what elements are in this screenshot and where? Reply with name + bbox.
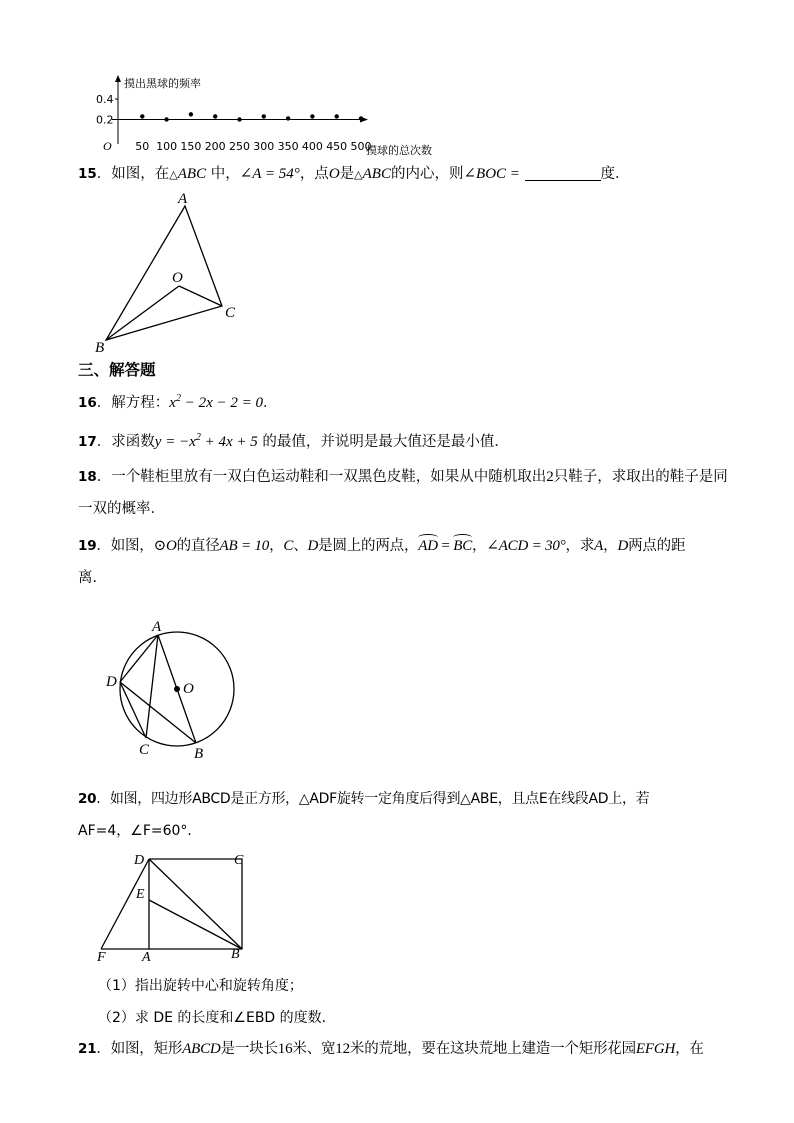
frequency-chart (90, 74, 450, 158)
label-o: O (183, 681, 194, 697)
label-d: D (106, 674, 117, 690)
y-tick-label: 0.4 (96, 93, 114, 106)
question-16: 16．解方程：$x^2 - 2x - 2 = 0$． (78, 393, 278, 411)
square-figure (92, 848, 252, 964)
label-b: B (194, 746, 204, 762)
question-19: 19．如图，⊙O的直径AB = 10，C、D是圆上的两点，AD = BC，∠ACD = 30°，求A，D两点的距 (78, 538, 686, 554)
label-c: C (234, 853, 244, 868)
segment-ob (106, 286, 179, 340)
question-21: 21．如图，矩形ABCD是一块长16米、宽12米的荒地，要在这块荒地上建造一个矩形花园EFGH，在 (78, 1041, 704, 1057)
question-15: 15．如图，在△ABC 中，∠A = 54°，点O是△ABC的内心，则∠BOC = 度． (78, 166, 630, 182)
x-tick-label: 50 (135, 140, 150, 153)
question-17: 17．求函数$y = -x^2 + 4x + 5$ 的最值，并说明是最大值还是最小值． (78, 432, 509, 450)
x-tick-label: 250 (229, 140, 250, 153)
origin-label: O (103, 139, 112, 153)
question-20-part1: （1）指出旋转中心和旋转角度； (98, 978, 303, 994)
question-20-part2: （2）求 DE 的长度和∠EBD 的度数． (98, 1010, 336, 1026)
data-point (310, 114, 314, 118)
label-c: C (225, 305, 236, 321)
data-point (262, 114, 266, 118)
data-point (164, 117, 168, 121)
x-axis-title: 摸球的总次数 (366, 144, 432, 157)
label-e: E (136, 887, 145, 902)
label-a: A (142, 950, 151, 964)
section-heading: 三、解答题 (78, 360, 156, 379)
segment-ad (120, 635, 158, 682)
question-number: 15 (78, 166, 97, 182)
x-tick-label: 400 (301, 140, 323, 153)
label-d: D (134, 853, 145, 868)
x-tick-label: 300 (253, 140, 275, 153)
label-a: A (152, 619, 162, 635)
question-18: 18．一个鞋柜里放有一双白色运动鞋和一双黑色皮鞋，如果从中随机取出2只鞋子，求取出的鞋子是同 (78, 469, 728, 485)
center-point (174, 686, 180, 692)
x-tick-label: 450 (326, 140, 348, 153)
x-tick-label: 200 (204, 140, 226, 153)
data-point (140, 114, 144, 118)
question-18-line2: 一双的概率． (78, 501, 165, 517)
label-a: A (178, 191, 188, 207)
circle-figure (100, 616, 245, 766)
question-20-line2: AF=4，∠F=60°． (78, 823, 202, 839)
label-f: F (97, 950, 106, 964)
figure-background (92, 848, 252, 964)
function-expression: $y = -x^2 + 4x + 5$ (154, 432, 258, 450)
y-axis-title: 摸出黑球的频率 (124, 77, 201, 90)
y-tick-label: 0.2 (96, 113, 114, 127)
data-point (213, 114, 217, 118)
equation: $x^2 - 2x - 2 = 0$ (169, 393, 263, 411)
data-point (237, 117, 241, 121)
x-tick-label: 500 (350, 140, 372, 153)
x-tick-label: 350 (277, 140, 299, 153)
angle-a-expression: ∠A = 54° (239, 166, 300, 182)
label-c: C (139, 742, 150, 758)
triangle-abc (106, 206, 222, 340)
segment-ac (146, 635, 158, 738)
x-tick-label: 100 (156, 140, 178, 153)
label-b: B (95, 340, 105, 356)
answer-blank[interactable] (525, 166, 601, 181)
label-b: B (231, 947, 240, 962)
data-point (189, 112, 193, 116)
question-20: 20．如图，四边形ABCD是正方形，△ADF旋转一定角度后得到△ABE，且点E在线段AD上，若 (78, 791, 650, 807)
question-19-line2: 离． (78, 570, 107, 586)
triangle-figure (90, 190, 250, 356)
data-point (286, 116, 290, 120)
data-point (359, 116, 363, 120)
data-point (335, 114, 339, 118)
x-tick-label: 150 (180, 140, 202, 153)
angle-boc-expression: ∠BOC = (463, 166, 520, 182)
y-axis-arrow (115, 75, 121, 82)
label-o: O (172, 270, 183, 286)
